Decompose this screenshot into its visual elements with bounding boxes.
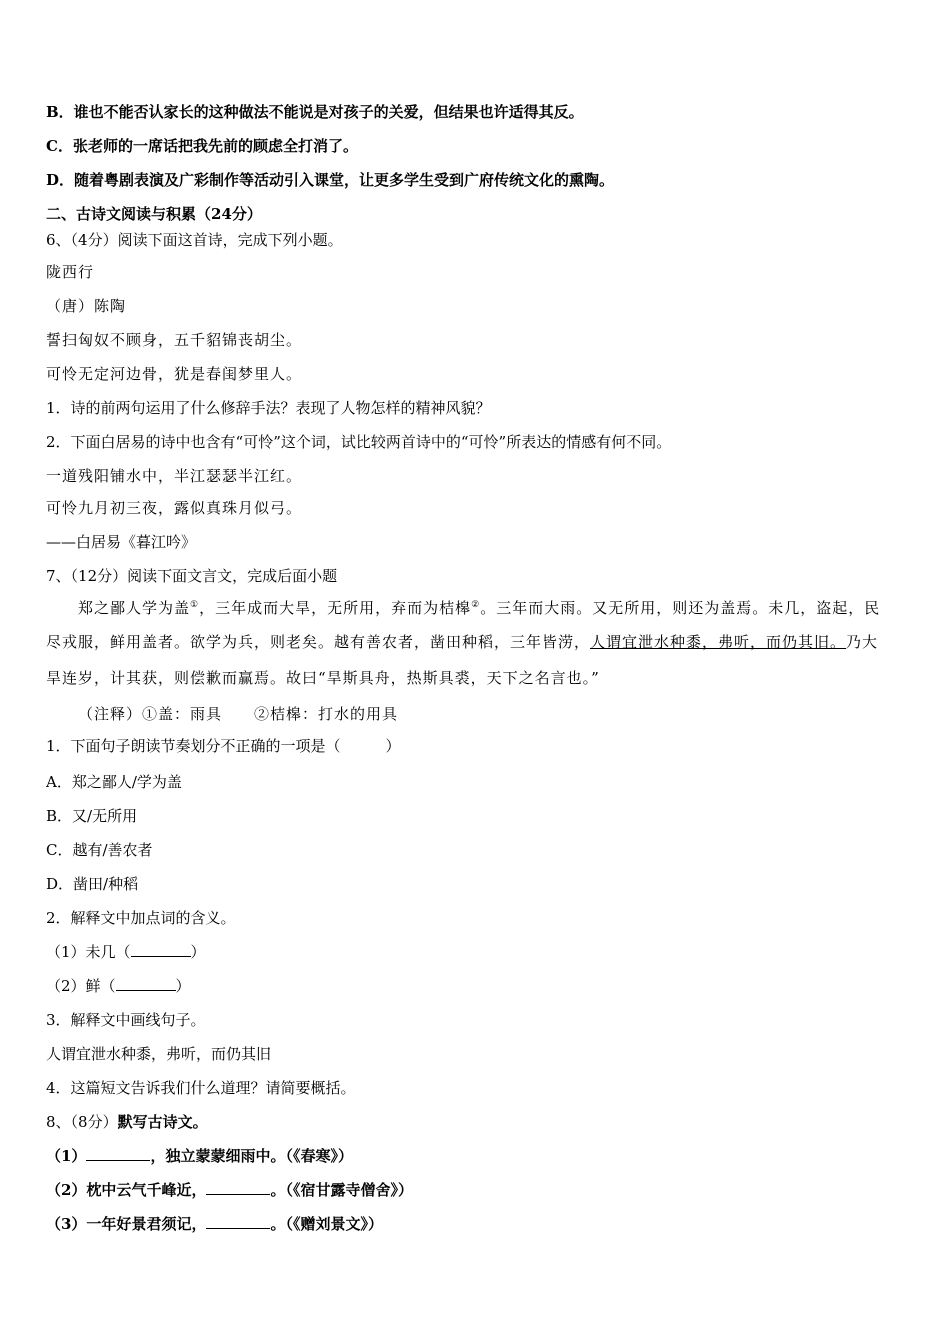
option-b: B．又/无所用 [46,807,138,825]
q6-sub1: 1．诗的前两句运用了什么修辞手法？表现了人物怎样的精神风貌？ [46,399,491,417]
q7-stem: 7、（12分）阅读下面文言文，完成后面小题 [46,567,338,585]
poem-line: 可怜无定河边骨，犹是春闺梦里人。 [46,365,303,383]
poem-author: （唐）陈陶 [46,297,127,315]
fill-blank-line: （2）鲜（ ） [46,977,191,995]
answer-blank[interactable] [116,976,176,991]
q5-option-c: C．张老师的一席话把我先前的顾虑全打消了。 [46,137,358,155]
q7-sub1: 1．下面句子朗读节奏划分不正确的一项是（ ） [46,737,401,755]
q6-sub2: 2．下面白居易的诗中也含有“可怜”这个词，试比较两首诗中的“可怜”所表达的情感有何不同。 [46,433,672,451]
bai-poem-line: 可怜九月初三夜，露似真珠月似弓。 [46,499,303,517]
section-title: 二、古诗文阅读与积累（24分） [46,205,262,223]
annotation-note: （注释）①盖：雨具 ②桔槔：打水的用具 [78,705,399,723]
recitation-line: （2）枕中云气千峰近， 。（《宿甘露寺僧舍》） [46,1181,413,1199]
answer-blank[interactable] [131,942,191,957]
answer-blank[interactable] [206,1180,270,1195]
recitation-line: （3）一年好景君须记， 。（《赠刘景文》） [46,1215,383,1233]
poem-line: 誓扫匈奴不顾身，五千貂锦丧胡尘。 [46,331,303,349]
option-d: D．凿田/种稻 [46,875,139,893]
q8-stem: 8、（8分）默写古诗文。 [46,1113,208,1131]
underlined-sentence: 人谓宜泄水种黍，弗听，而仍其旧。 [590,633,847,651]
q7-sub3-sentence: 人谓宜泄水种黍，弗听，而仍其旧 [46,1045,272,1063]
fill-blank-line: （1）未几（ ） [46,943,206,961]
classical-text-line: 旱连岁，计其获，则偿歉而赢焉。故曰“旱斯具舟，热斯具裘，天下之名言也。” [46,669,600,687]
classical-text-line: 尽戎服，鲜用盖者。欲学为兵，则老矣。越有善农者，凿田种稻，三年皆涝，人谓宜泄水种黍，弗听，而仍其旧。乃大 [46,633,879,651]
poem-title: 陇西行 [46,263,95,281]
q7-sub4: 4．这篇短文告诉我们什么道理？请简要概括。 [46,1079,356,1097]
answer-blank[interactable] [206,1214,270,1229]
bai-poem-line: 一道残阳铺水中，半江瑟瑟半江红。 [46,467,303,485]
option-c: C．越有/善农者 [46,841,153,859]
q7-sub2: 2．解释文中加点词的含义。 [46,909,236,927]
q5-option-b: B．谁也不能否认家长的这种做法不能说是对孩子的关爱，但结果也许适得其反。 [46,103,584,121]
answer-blank[interactable] [86,1146,150,1161]
q7-sub3: 3．解释文中画线句子。 [46,1011,206,1029]
q6-stem: 6、（4分）阅读下面这首诗，完成下列小题。 [46,231,343,249]
option-a: A．郑之鄙人/学为盖 [46,773,182,791]
classical-text-line: 郑之鄙人学为盖①，三年成而大旱，无所用，弃而为桔槔②。三年而大雨。又无所用，则还为盖焉。未几，盗起，民 [78,599,881,617]
q5-option-d: D．随着粤剧表演及广彩制作等活动引入课堂，让更多学生受到广府传统文化的熏陶。 [46,171,615,189]
recitation-line: （1） ，独立蒙蒙细雨中。（《春寒》） [46,1147,353,1165]
bai-poem-source: ——白居易《暮江吟》 [46,533,197,551]
